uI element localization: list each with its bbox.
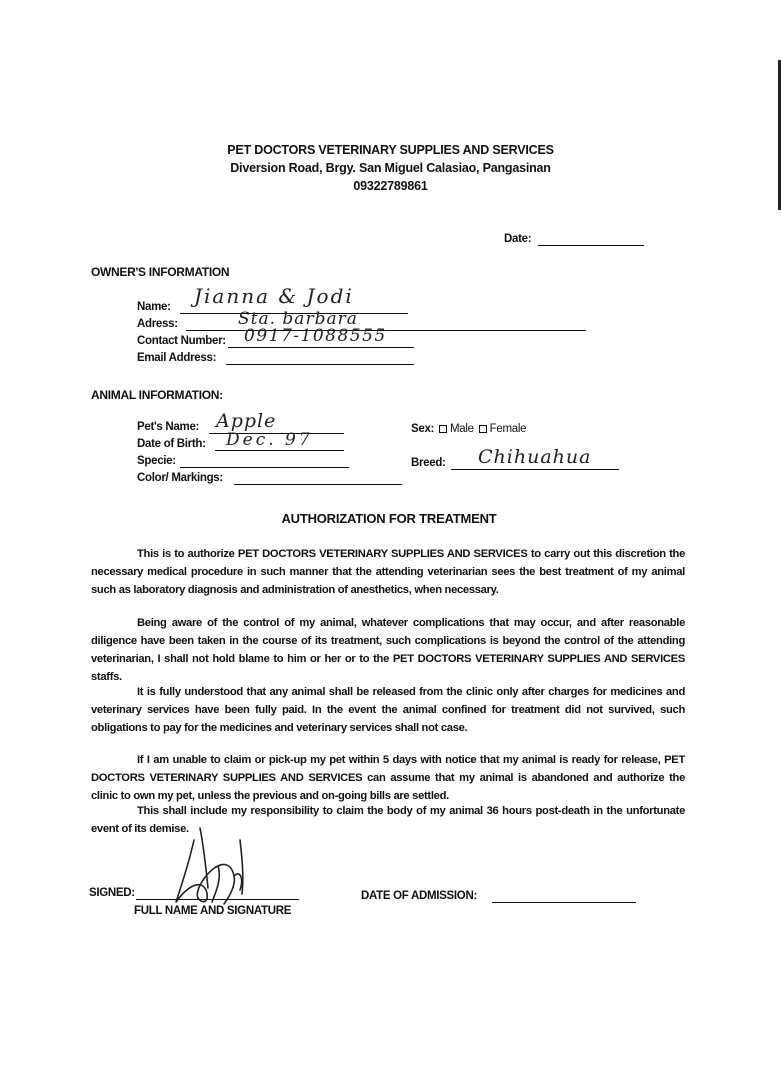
specie-label: Specie: bbox=[137, 455, 176, 467]
date-field[interactable] bbox=[538, 245, 644, 246]
breed-field[interactable] bbox=[451, 469, 619, 470]
owner-heading: OWNER'S INFORMATION bbox=[91, 265, 230, 279]
date-of-birth-label: Date of Birth: bbox=[137, 438, 206, 450]
admission-date-label: DATE OF ADMISSION: bbox=[361, 890, 477, 902]
paragraph-release-text: It is fully understood that any animal shall be released from the clinic only after charges for medicines and veterinary services have been fully paid. In the event the animal confined for treatment did not survived, such obligations to pay for the medicines and veterinary services shall not case. bbox=[91, 686, 685, 734]
paragraph-authorize-text: This is to authorize PET DOCTORS VETERINARY SUPPLIES AND SERVICES to carry out this discretion the necessary medical procedure in such manner that the attending veterinarian sees the best treatment of my animal such as laboratory diagnosis and administration of anesthetics, when necessary. bbox=[91, 548, 685, 596]
breed-handwritten: Chihuahua bbox=[478, 446, 592, 468]
company-name: PET DOCTORS VETERINARY SUPPLIES AND SERVICES bbox=[227, 143, 554, 157]
owner-address-label: Adress: bbox=[137, 318, 178, 330]
owner-name-label: Name: bbox=[137, 301, 171, 313]
admission-date-field[interactable] bbox=[492, 902, 636, 903]
paragraph-complications bbox=[91, 614, 685, 686]
date-of-birth-field[interactable] bbox=[215, 450, 344, 451]
paragraph-complications-text: Being aware of the control of my animal, whatever complications that may occur, and after reasonable diligence have been taken in the course of its treatment, such complications is beyond the control of the attending veterinarian, I shall not hold blame to him or her or to the PET DOCTORS VETERINARY SUPPLIES AND SERVICES staffs. bbox=[91, 617, 685, 683]
color-markings-label: Color/ Markings: bbox=[137, 472, 223, 484]
authorization-title: AUTHORIZATION FOR TREATMENT bbox=[281, 511, 497, 526]
email-address-field[interactable] bbox=[226, 364, 414, 365]
sex-label: Sex: bbox=[411, 423, 435, 435]
paragraph-release bbox=[91, 683, 685, 737]
contact-number-field[interactable] bbox=[228, 347, 414, 348]
date-label: Date: bbox=[504, 233, 532, 245]
male-checkbox[interactable] bbox=[439, 425, 447, 433]
specie-field[interactable] bbox=[180, 467, 349, 468]
paragraph-remains-text: This shall include my responsibility to claim the body of my animal 36 hours post-death in the unfortunate event of its demise. bbox=[91, 805, 685, 835]
company-phone: 09322789861 bbox=[353, 179, 428, 193]
paragraph-abandonment-text: If I am unable to claim or pick-up my pet within 5 days with notice that my animal is ready for release, PET DOCTORS VETERINARY SUPPLIES AND SERVICES can assume that my animal is abandoned and authorize the clinic to own my pet, unless the previous and on-going bills are settled. bbox=[91, 754, 685, 802]
owner-name-handwritten: Jianna & Jodi bbox=[194, 284, 354, 308]
signature-caption: FULL NAME AND SIGNATURE bbox=[134, 905, 292, 917]
color-markings-field[interactable] bbox=[234, 484, 402, 485]
sex-row bbox=[411, 423, 526, 435]
company-address: Diversion Road, Brgy. San Miguel Calasiao, Pangasinan bbox=[230, 161, 551, 175]
pet-name-handwritten: Apple bbox=[216, 410, 277, 432]
email-address-label: Email Address: bbox=[137, 352, 217, 364]
paragraph-abandonment bbox=[91, 751, 685, 805]
breed-label: Breed: bbox=[411, 457, 446, 469]
female-checkbox[interactable] bbox=[479, 425, 487, 433]
contact-number-label: Contact Number: bbox=[137, 335, 226, 347]
owner-address-handwritten: Sta. barbara bbox=[238, 309, 358, 329]
date-of-birth-handwritten: Dec. 97 bbox=[226, 430, 313, 450]
contact-number-handwritten: 0917-1088555 bbox=[244, 326, 387, 346]
pet-name-label: Pet's Name: bbox=[137, 421, 200, 433]
animal-heading: ANIMAL INFORMATION: bbox=[91, 388, 223, 402]
handwritten-signature bbox=[160, 818, 270, 910]
sex-male-label: Male bbox=[450, 423, 474, 435]
signed-label: SIGNED: bbox=[89, 887, 135, 899]
paragraph-authorize bbox=[91, 545, 685, 599]
sex-female-label: Female bbox=[489, 423, 527, 435]
